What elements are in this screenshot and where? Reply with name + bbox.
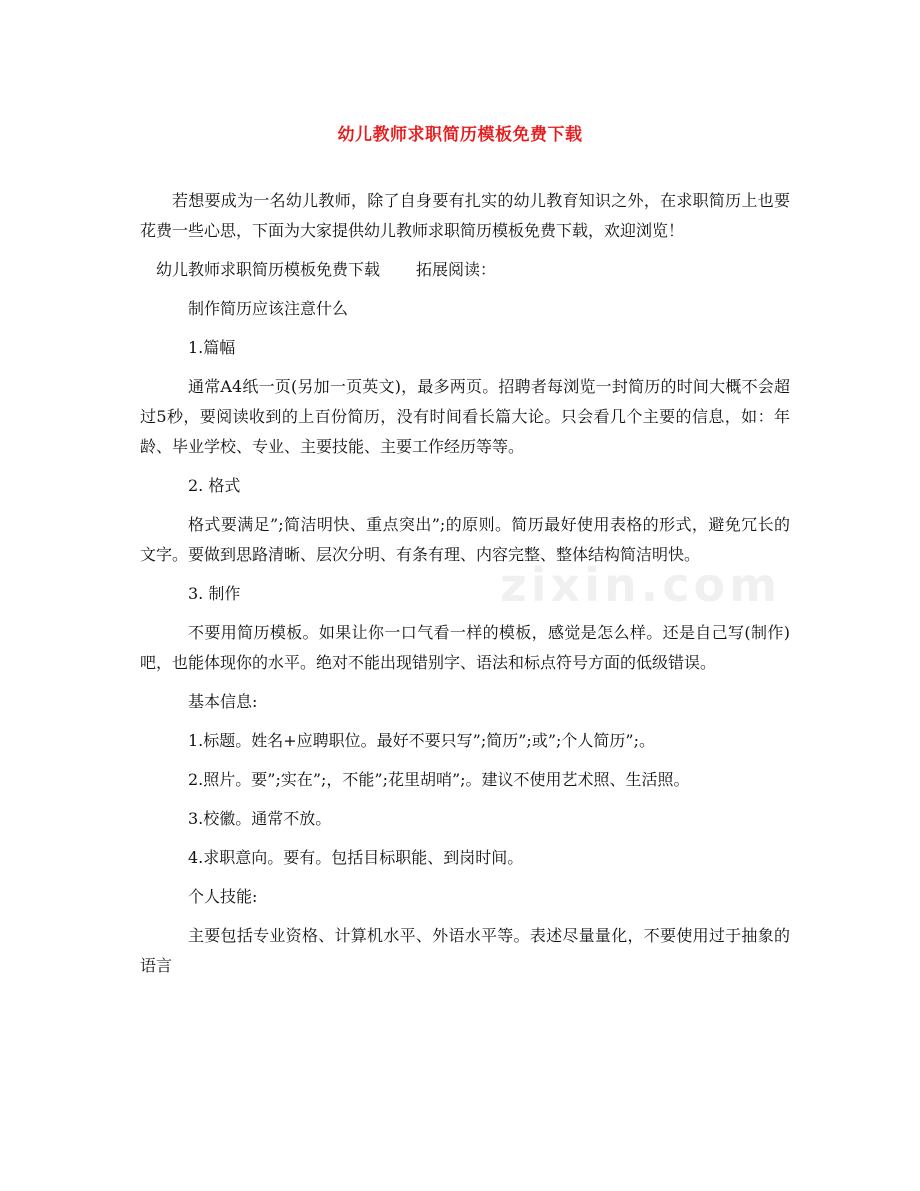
reading-line	[140, 255, 790, 285]
watermark: zixin.com	[500, 558, 782, 612]
paragraph-making: 不要用简历模板。如果让你一口气看一样的模板，感觉是怎么样。还是自己写(制作)吧，也能体现你的水平。绝对不能出现错别字、语法和标点符号方面的低级错误。	[140, 623, 790, 672]
paragraph-length: 通常A4纸一页(另加一页英文)，最多两页。招聘者每浏览一封简历的时间大概不会超过5秒，要阅读收到的上百份简历，没有时间看长篇大论。只会看几个主要的信息，如：年龄、毕业学校、专业、主要技能、主要工作经历等等。	[140, 377, 790, 456]
paragraph-format: 格式要满足”;简洁明快、重点突出”;的原则。简历最好使用表格的形式，避免冗长的文字。要做到思路清晰、层次分明、有条有理、内容完整、整体结构简洁明快。	[140, 515, 790, 564]
skills-heading: 个人技能:	[188, 887, 258, 906]
skills-paragraph: 主要包括专业资格、计算机水平、外语水平等。表述尽量量化，不要使用过于抽象的语言	[140, 926, 790, 975]
link-title: 幼儿教师求职简历模板免费下载	[156, 260, 381, 279]
basic-info-item: 2.照片。要”;实在”;，不能”;花里胡哨”;。建议不使用艺术照、生活照。	[188, 770, 690, 789]
document-body	[140, 186, 790, 990]
heading-making: 3. 制作	[188, 584, 241, 603]
basic-info-item: 4.求职意向。要有。包括目标职能、到岗时间。	[188, 848, 524, 867]
basic-info-heading: 基本信息:	[188, 692, 258, 711]
section-heading: 制作简历应该注意什么	[188, 299, 349, 318]
heading-length: 1.篇幅	[188, 338, 236, 357]
extended-reading-label: 拓展阅读：	[416, 260, 497, 279]
basic-info-item: 3.校徽。通常不放。	[188, 809, 332, 828]
intro-paragraph: 若想要成为一名幼儿教师，除了自身要有扎实的幼儿教育知识之外，在求职简历上也要花费一些心思，下面为大家提供幼儿教师求职简历模板免费下载，欢迎浏览！	[140, 191, 790, 240]
document-title: 幼儿教师求职简历模板免费下载	[337, 125, 583, 145]
basic-info-item: 1.标题。姓名+应聘职位。最好不要只写”;简历”;或”;个人简历”;。	[188, 731, 655, 750]
heading-format: 2. 格式	[188, 476, 241, 495]
